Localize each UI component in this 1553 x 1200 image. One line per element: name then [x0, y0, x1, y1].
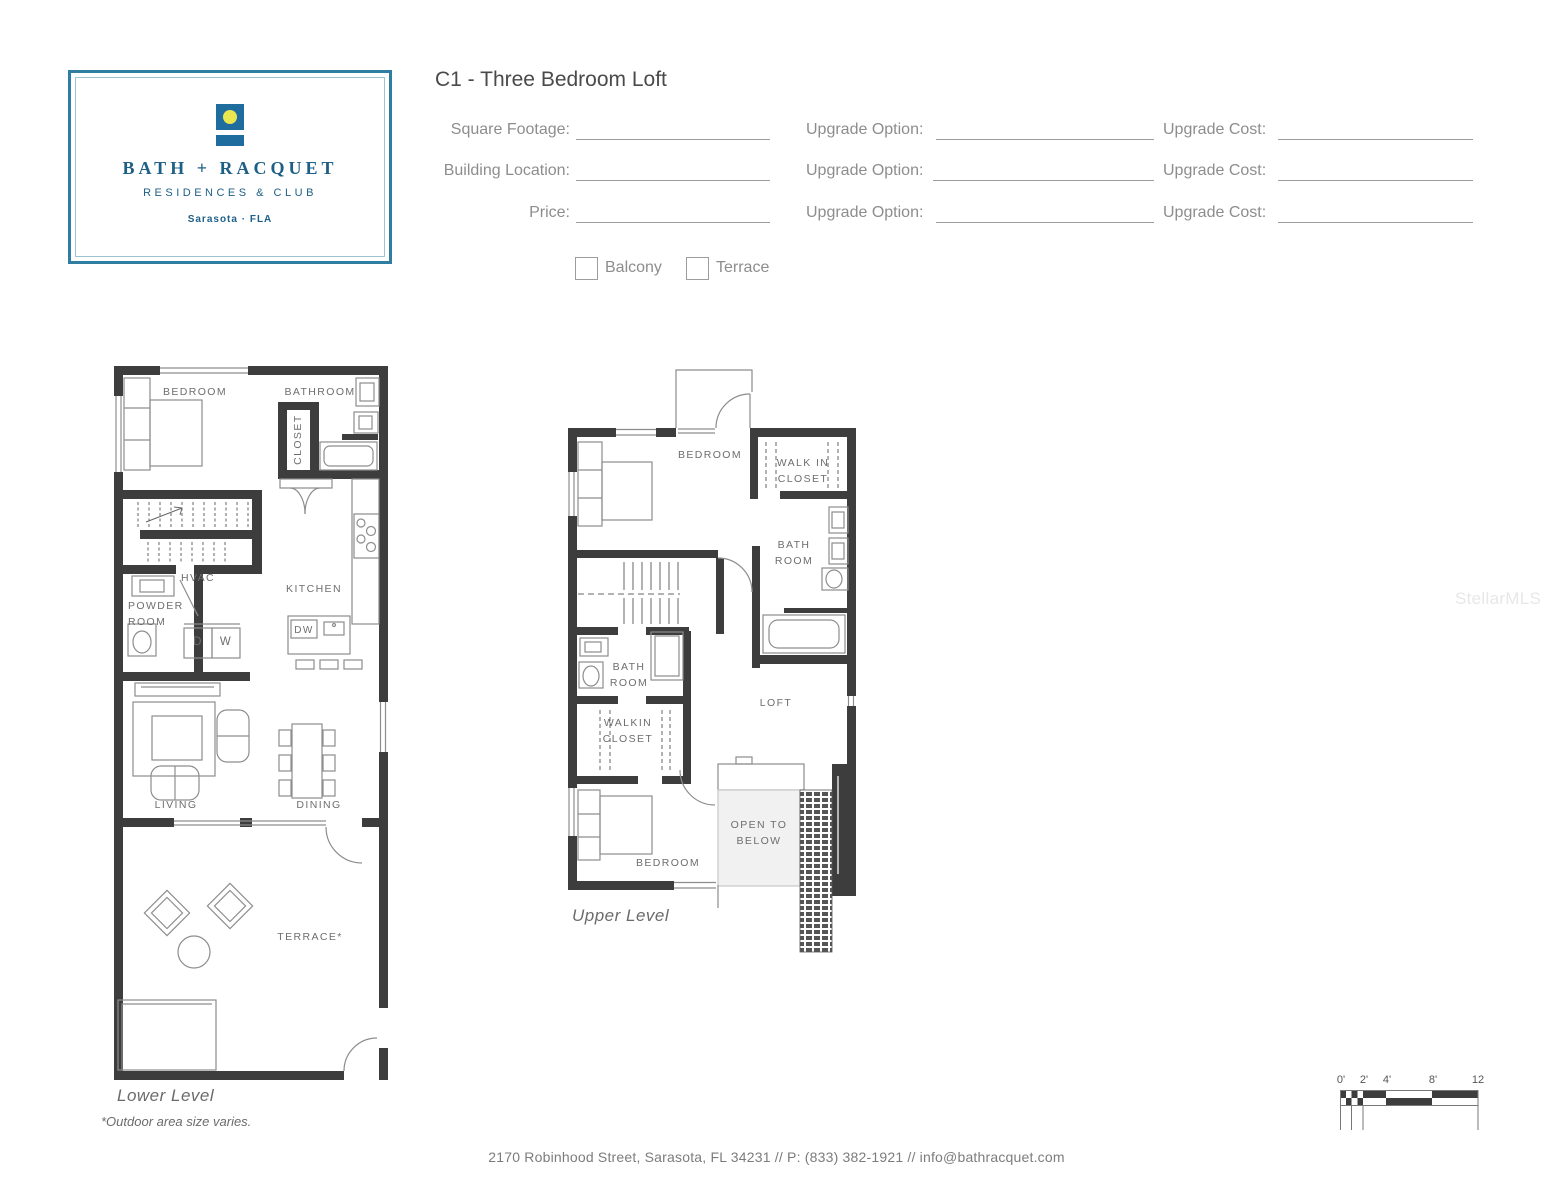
- room-label-dining: DINING: [296, 799, 342, 811]
- upgrade-cost-label-3: Upgrade Cost:: [1163, 204, 1267, 221]
- upgrade-option-field-2[interactable]: [933, 166, 1154, 181]
- contact-footer: 2170 Robinhood Street, Sarasota, FL 34231 // P: (833) 382-1921 // info@bathracquet.com: [488, 1149, 1065, 1165]
- upgrade-option-label-1: Upgrade Option:: [806, 121, 924, 138]
- upgrade-option-field-1[interactable]: [936, 125, 1154, 140]
- upgrade-cost-field-3[interactable]: [1278, 208, 1473, 223]
- terrace-checkbox-label: Terrace: [716, 259, 770, 276]
- brand-subtitle: RESIDENCES & CLUB: [143, 187, 317, 199]
- brand-logo: [68, 70, 392, 264]
- stellar-mls-watermark: StellarMLS: [1455, 589, 1542, 608]
- upper-level-caption: Upper Level: [572, 906, 670, 925]
- upgrade-cost-field-1[interactable]: [1278, 125, 1473, 140]
- scale-tick-0: 0': [1336, 1074, 1346, 1086]
- scale-tick-12: 12: [1471, 1074, 1485, 1086]
- room-label-walk-in-closet-left: WALKIN CLOSET: [602, 717, 654, 745]
- price-label: Price:: [529, 204, 570, 221]
- price-field[interactable]: [576, 208, 770, 223]
- room-label-bedroom-bottom: BEDROOM: [635, 857, 701, 869]
- scale-tick-2: 2': [1359, 1074, 1369, 1086]
- room-label-bedroom: BEDROOM: [162, 386, 228, 398]
- lower-level-caption: Lower Level: [117, 1086, 215, 1105]
- logo-bar-icon: [216, 135, 244, 146]
- room-label-hvac: HVAC: [181, 572, 215, 584]
- upper-level-floorplan: [566, 366, 858, 956]
- room-label-bathroom-right: BATH ROOM: [774, 539, 814, 567]
- square-footage-field[interactable]: [576, 125, 770, 140]
- upgrade-cost-label-1: Upgrade Cost:: [1163, 121, 1267, 138]
- room-label-living: LIVING: [154, 799, 198, 811]
- room-label-kitchen: KITCHEN: [286, 583, 342, 595]
- upgrade-cost-label-2: Upgrade Cost:: [1163, 162, 1267, 179]
- lower-level-floorplan: [114, 366, 388, 1080]
- scale-tick-8: 8': [1428, 1074, 1438, 1086]
- balcony-checkbox-label: Balcony: [605, 259, 662, 276]
- upgrade-option-label-3: Upgrade Option:: [806, 204, 924, 221]
- building-location-label: Building Location:: [443, 162, 570, 179]
- page-title: C1 - Three Bedroom Loft: [435, 68, 667, 91]
- room-label-bathroom: BATHROOM: [284, 386, 356, 398]
- lower-level-floorplan-drawing: [114, 366, 388, 1080]
- square-footage-label: Square Footage:: [450, 121, 570, 138]
- upgrade-cost-field-2[interactable]: [1278, 166, 1473, 181]
- room-label-bedroom-top: BEDROOM: [677, 449, 743, 461]
- brand-logo-inner-border: [75, 77, 385, 257]
- upgrade-option-label-2: Upgrade Option:: [806, 162, 924, 179]
- outdoor-area-footnote: *Outdoor area size varies.: [101, 1114, 252, 1129]
- appliance-label-dryer: D: [193, 636, 203, 648]
- room-label-closet: CLOSET: [292, 414, 305, 465]
- scale-bar: [1340, 1090, 1482, 1132]
- room-label-terrace: TERRACE*: [277, 931, 343, 943]
- logo-sun-icon: [223, 110, 237, 124]
- appliance-label-dishwasher: DW: [294, 625, 314, 636]
- room-label-powder-room: POWDER ROOM: [128, 600, 184, 628]
- terrace-checkbox[interactable]: [686, 257, 709, 280]
- room-label-open-to-below: OPEN TO BELOW: [730, 819, 788, 847]
- brand-city: Sarasota · FLA: [187, 214, 273, 225]
- room-label-loft: LOFT: [759, 697, 793, 709]
- room-label-bathroom-left: BATH ROOM: [609, 661, 649, 689]
- building-location-field[interactable]: [576, 166, 770, 181]
- appliance-label-washer: W: [219, 636, 233, 648]
- brand-name: BATH + RACQUET: [122, 158, 338, 178]
- room-label-walk-in-closet-right: WALK IN CLOSET: [776, 457, 830, 485]
- scale-tick-4: 4': [1382, 1074, 1392, 1086]
- upgrade-option-field-3[interactable]: [936, 208, 1154, 223]
- logo-mark-icon: [216, 104, 244, 130]
- balcony-checkbox[interactable]: [575, 257, 598, 280]
